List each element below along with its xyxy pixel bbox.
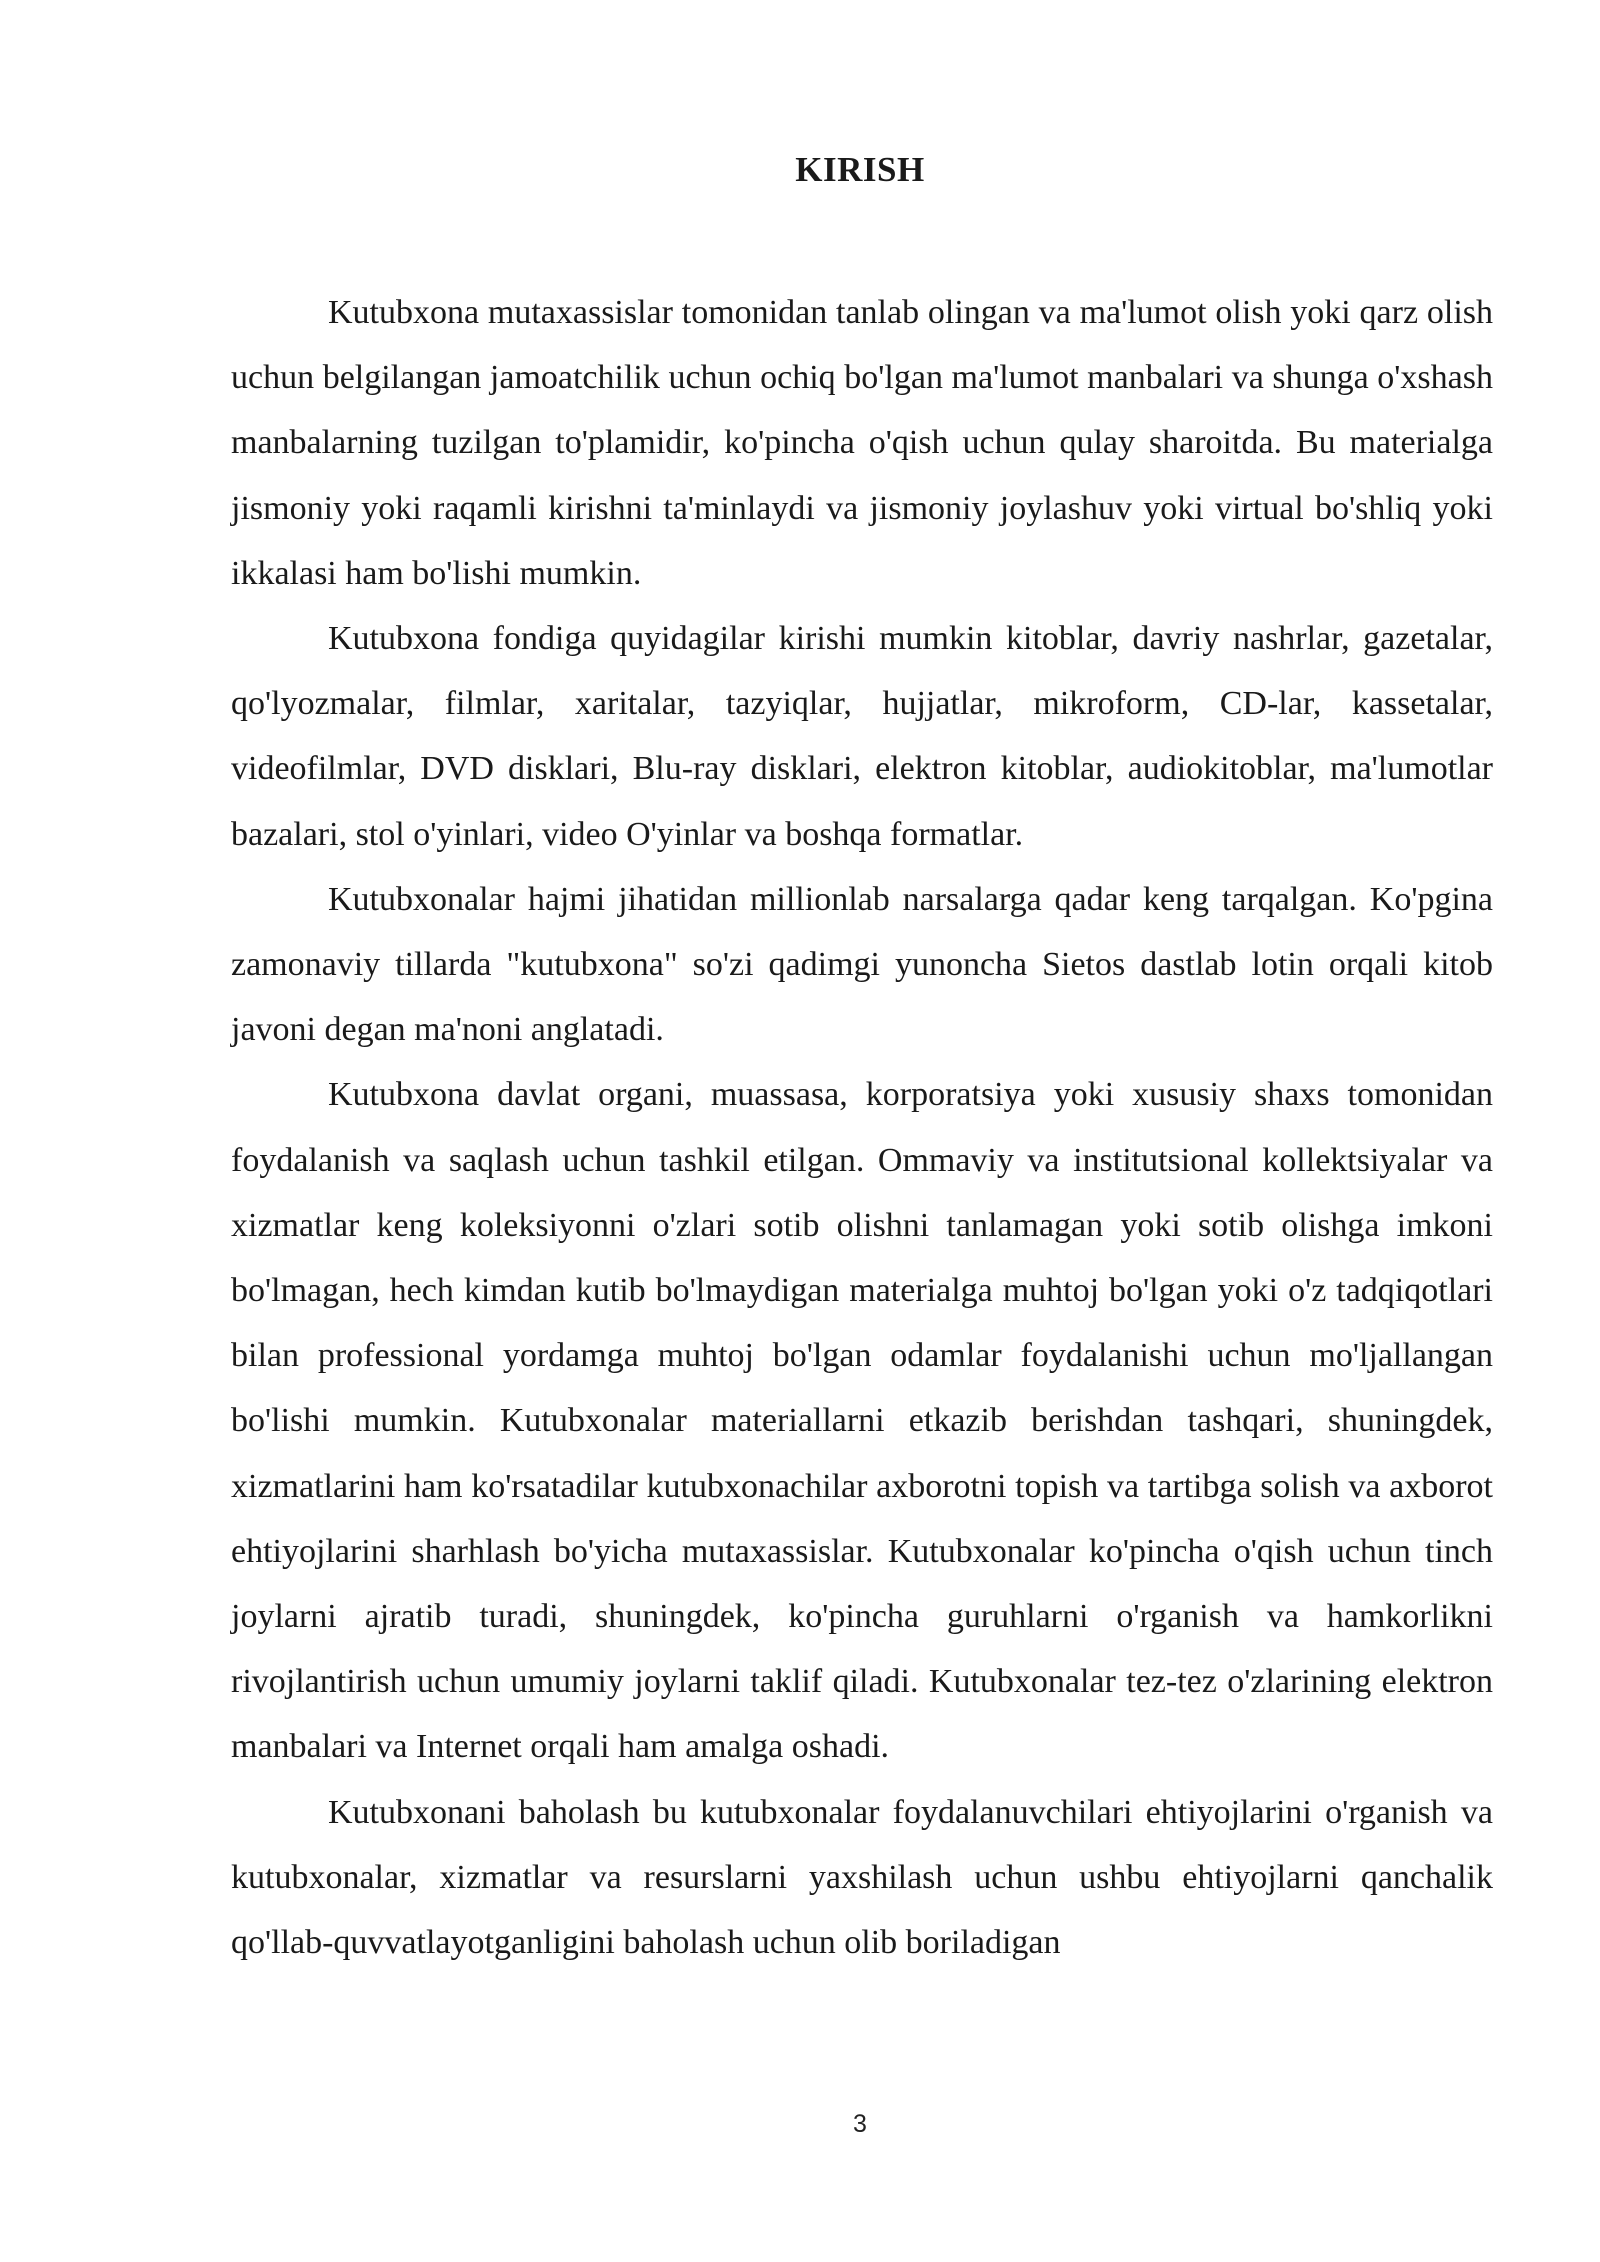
- paragraph-1: Kutubxona mutaxassislar tomonidan tanlab olingan va ma'lumot olish yoki qarz olish uchun belgilangan jamoatchilik uchun ochiq bo'lgan ma'lumot manbalari va shunga o'xshash manbalarning tuzilgan to'plamidir, ko'pincha o'qish uchun qulay sharoitda. Bu materialga jismoniy yoki raqamli kirishni ta'minlaydi va jismoniy joylashuv yoki virtual bo'shliq yoki ikkalasi ham bo'lishi mumkin.: [231, 294, 1493, 592]
- body-text: [231, 280, 1493, 1975]
- paragraph-2: Kutubxona fondiga quyidagilar kirishi mumkin kitoblar, davriy nashrlar, gazetalar, qo'lyozmalar, filmlar, xaritalar, tazyiqlar, hujjatlar, mikroform, CD-lar, kassetalar, videofilmlar, DVD disklari, Blu-ray disklari, elektron kitoblar, audiokitoblar, ma'lumotlar bazalari, stol o'yinlari, video O'yinlar va boshqa formatlar.: [231, 620, 1493, 853]
- page-title: KIRISH: [795, 150, 925, 189]
- paragraph-4: Kutubxona davlat organi, muassasa, korporatsiya yoki xususiy shaxs tomonidan foydalanish va saqlash uchun tashkil etilgan. Ommaviy va institutsional kollektsiyalar va xizmatlar keng koleksiyonni o'zlari sotib olishni tanlamagan yoki sotib olishga imkoni bo'lmagan, hech kimdan kutib bo'lmaydigan materialga muhtoj bo'lgan yoki o'z tadqiqotlari bilan professional yordamga muhtoj bo'lgan odamlar foydalanishi uchun mo'ljallangan bo'lishi mumkin. Kutubxonalar materiallarni etkazib berishdan tashqari, shuningdek, xizmatlarini ham ko'rsatadilar kutubxonachilar axborotni topish va tartibga solish va axborot ehtiyojlarini sharhlash bo'yicha mutaxassislar. Kutubxonalar ko'pincha o'qish uchun tinch joylarni ajratib turadi, shuningdek, ko'pincha guruhlarni o'rganish va hamkorlikni rivojlantirish uchun umumiy joylarni taklif qiladi. Kutubxonalar tez-tez o'zlarining elektron manbalari va Internet orqali ham amalga oshadi.: [231, 1076, 1493, 1766]
- page-number: 3: [853, 2110, 867, 2138]
- paragraph-5: Kutubxonani baholash bu kutubxonalar foydalanuvchilari ehtiyojlarini o'rganish va kutubxonalar, xizmatlar va resurslarni yaxshilash uchun ushbu ehtiyojlarni qanchalik qo'llab-quvvatlayotganligini baholash uchun olib boriladigan: [231, 1793, 1493, 1962]
- paragraph-3: Kutubxonalar hajmi jihatidan millionlab narsalarga qadar keng tarqalgan. Ko'pgina zamonaviy tillarda "kutubxona" so'zi qadimgi yunoncha Sietos dastlab lotin orqali kitob javoni degan ma'noni anglatadi.: [231, 880, 1493, 1049]
